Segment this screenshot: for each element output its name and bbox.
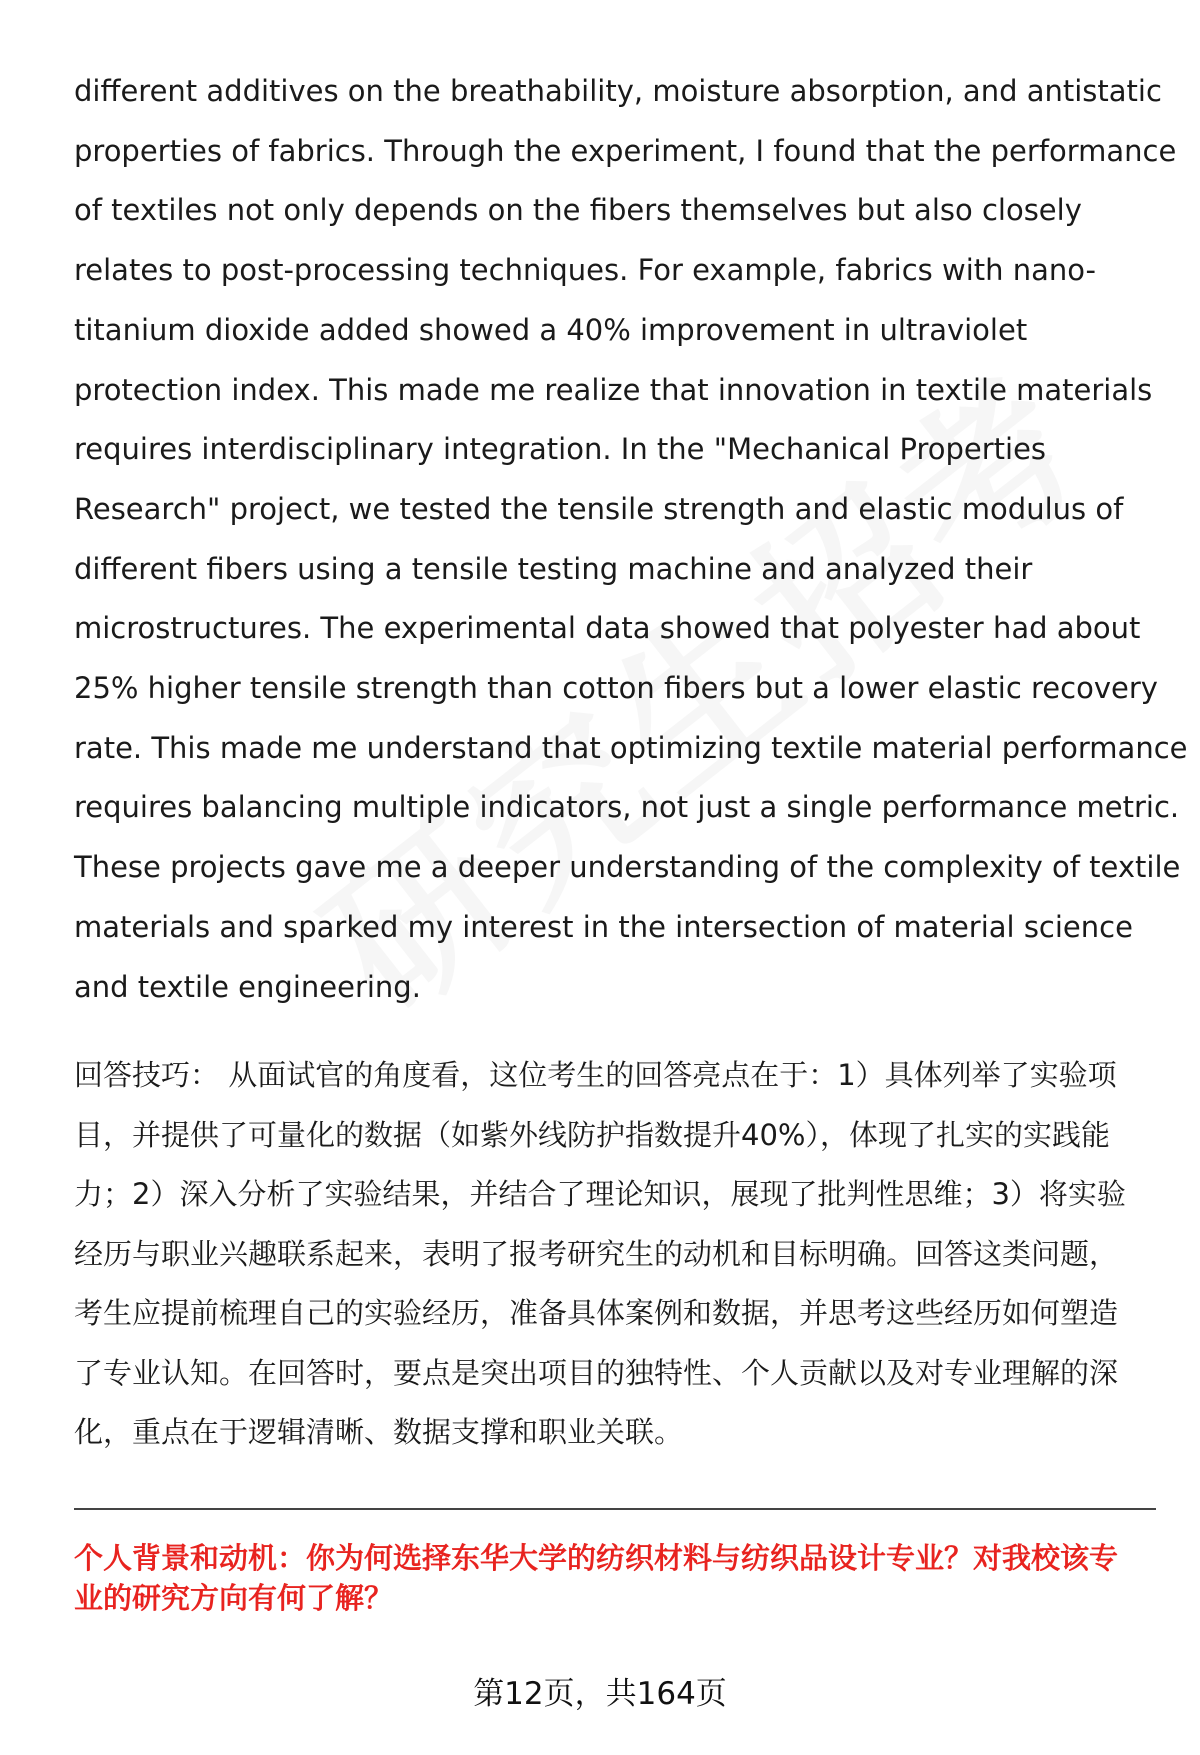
answer-line: microstructures. The experimental data showed that polyester had about (74, 611, 1141, 646)
question-line: 个人背景和动机：你为何选择东华大学的纺织材料与纺织品设计专业？对我校该专 (74, 1541, 1119, 1575)
answer-line: rate. This made me understand that optimizing textile material performance (74, 730, 1188, 765)
answer-line: and textile engineering. (74, 969, 421, 1004)
question-line: 业的研究方向有何了解？ (74, 1581, 394, 1615)
answer-line: of textiles not only depends on the fibers themselves but also closely (74, 193, 1082, 228)
tips-line: 考生应提前梳理自己的实验经历，准备具体案例和数据，并思考这些经历如何塑造 (74, 1296, 1119, 1330)
answer-tips-paragraph (74, 1046, 1164, 1463)
section-divider (74, 1508, 1156, 1510)
answer-line: These projects gave me a deeper understanding of the complexity of textile (74, 850, 1181, 885)
tips-line: 化，重点在于逻辑清晰、数据支撑和职业关联。 (74, 1415, 684, 1449)
answer-line: different fibers using a tensile testing machine and analyzed their (74, 551, 1033, 586)
answer-line: different additives on the breathability, moisture absorption, and antistatic (74, 74, 1162, 108)
answer-line: requires balancing multiple indicators, not just a single performance metric. (74, 790, 1180, 825)
answer-line: relates to post-processing techniques. For example, fabrics with nano- (74, 253, 1097, 288)
answer-line: Research" project, we tested the tensile strength and elastic modulus of (74, 491, 1124, 526)
answer-line: properties of fabrics. Through the experiment, I found that the performance (74, 133, 1177, 168)
tips-line: 经历与职业兴趣联系起来，表明了报考研究生的动机和目标明确。回答这类问题， (74, 1236, 1119, 1271)
tips-line: 目，并提供了可量化的数据（如紫外线防护指数提升40%），体现了扎实的实践能 (74, 1117, 1110, 1152)
tips-line: 了专业认知。在回答时，要点是突出项目的独特性、个人贡献以及对专业理解的深 (74, 1355, 1119, 1390)
answer-line: protection index. This made me realize that innovation in textile materials (74, 372, 1153, 407)
tips-line: 力；2）深入分析了实验结果，并结合了理论知识，展现了批判性思维；3）将实验 (74, 1177, 1126, 1211)
answer-line: 25% higher tensile strength than cotton fibers but a lower elastic recovery (74, 671, 1158, 706)
question-heading (74, 1538, 1164, 1618)
answer-line: materials and sparked my interest in the intersection of material science (74, 909, 1133, 944)
page-number: 第12页，共164页 (473, 1676, 727, 1712)
answer-line: requires interdisciplinary integration. In the "Mechanical Properties (74, 432, 1047, 467)
answer-line: titanium dioxide added showed a 40% improvement in ultraviolet (74, 312, 1028, 347)
tips-line: 回答技巧： 从面试官的角度看，这位考生的回答亮点在于：1）具体列举了实验项 (74, 1058, 1117, 1092)
answer-paragraph (74, 62, 1188, 1017)
